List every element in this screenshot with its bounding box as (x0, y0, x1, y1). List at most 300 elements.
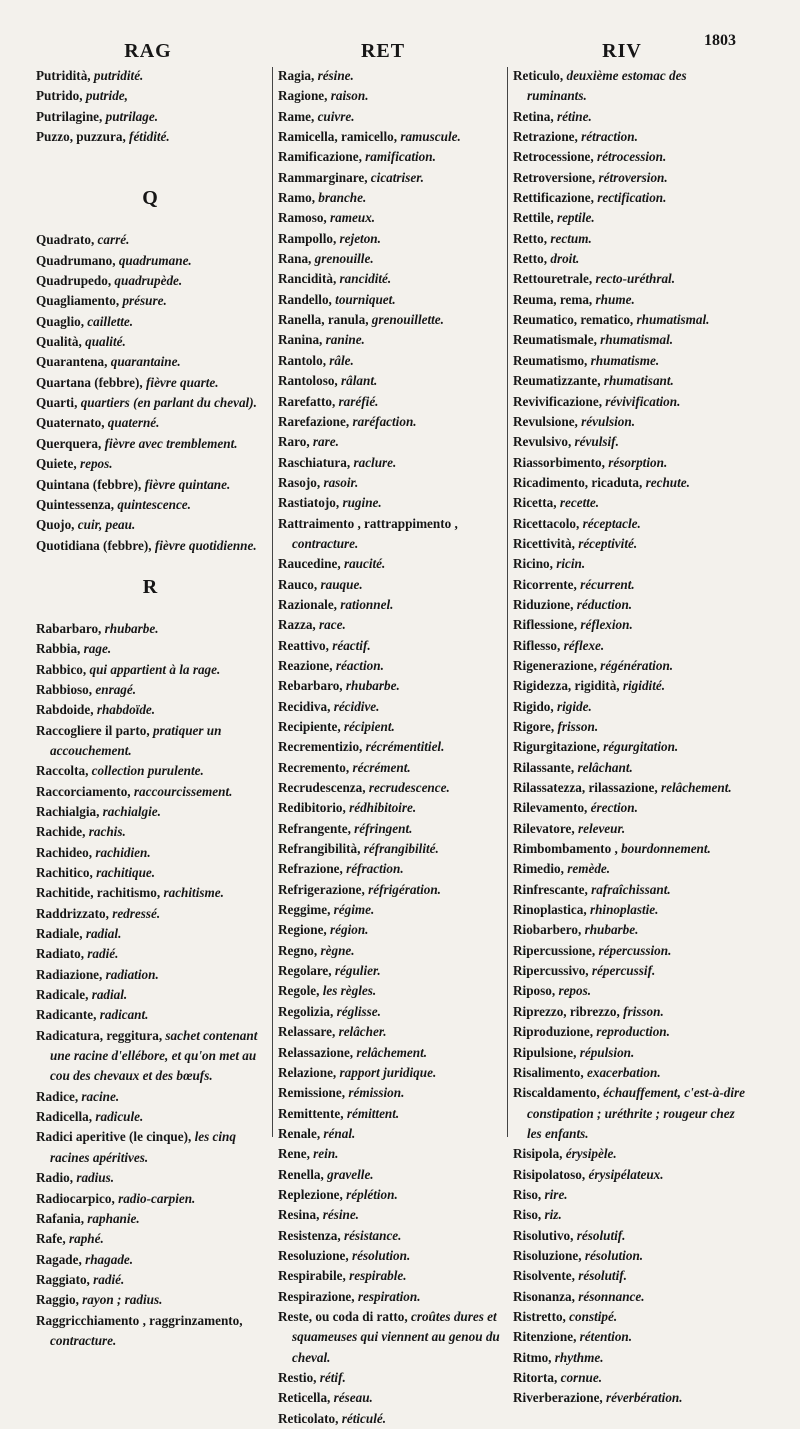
entry-term: Recrudescenza, (278, 780, 366, 796)
entry-term: Rancidità, (278, 271, 337, 287)
dictionary-entry (513, 819, 745, 839)
entry-translation: rétif. (319, 1370, 346, 1385)
dictionary-entry (513, 1083, 745, 1144)
entry-term: Rigenerazione, (513, 657, 597, 673)
entry-term: Ricettività, (513, 535, 575, 551)
entry-translation: tourniquet. (335, 291, 396, 307)
entry-translation: fièvre quarte. (146, 374, 219, 390)
dictionary-entry (513, 1063, 745, 1083)
entry-term: Reticulo, (513, 68, 564, 83)
dictionary-entry (278, 656, 500, 676)
entry-term: Riprezzo, ribrezzo, (513, 1003, 620, 1019)
entry-translation: érysipèle. (565, 1146, 617, 1162)
entry-translation: ricin. (556, 556, 586, 572)
dictionary-entry (278, 1185, 500, 1205)
dictionary-entry (36, 1127, 264, 1168)
dictionary-entry (278, 676, 500, 696)
dictionary-entry (513, 229, 745, 249)
dictionary-entry (513, 778, 745, 798)
entry-term: Retina, (513, 108, 554, 124)
entry-term: Riso, (513, 1186, 542, 1202)
entry-term: Rettile, (513, 210, 554, 226)
entry-translation: radié. (87, 946, 119, 962)
dictionary-entry (513, 66, 745, 107)
entry-term: Resina, (278, 1207, 320, 1223)
dictionary-entry (278, 1063, 500, 1083)
dictionary-entry (36, 782, 264, 802)
column-left (36, 66, 264, 1351)
entry-translation: rachis. (88, 824, 126, 840)
dictionary-entry (36, 291, 264, 311)
dictionary-entry (278, 615, 500, 635)
entry-term: Quintessenza, (36, 496, 115, 512)
entry-term: Rigore, (513, 719, 555, 734)
entry-translation: radié. (93, 1271, 125, 1287)
dictionary-entry (36, 251, 264, 271)
entry-term: Reumatico, rematico, (513, 312, 634, 328)
entry-term: Quarantena, (36, 354, 108, 370)
dictionary-entry (278, 269, 500, 289)
entry-term: Refrazione, (278, 861, 343, 877)
dictionary-entry (278, 880, 500, 900)
entry-term: Raggiato, (36, 1271, 90, 1287)
dictionary-entry (513, 798, 745, 818)
entry-term: Relassazione, (278, 1044, 354, 1060)
dictionary-entry (278, 290, 500, 310)
dictionary-entry (513, 269, 745, 289)
dictionary-entry (513, 900, 745, 920)
entry-term: Ritorta, (513, 1370, 558, 1385)
dictionary-entry (278, 1368, 500, 1388)
entry-translation: raccourcissement. (133, 783, 233, 799)
entry-translation: rasoir. (323, 474, 359, 490)
entry-translation: résine. (317, 68, 354, 83)
entry-term: Riverberazione, (513, 1390, 603, 1406)
entry-term: Radio, (36, 1170, 74, 1186)
entry-term: Retrazione, (513, 129, 578, 145)
entry-term: Putrilagine, (36, 108, 103, 124)
dictionary-entry (278, 554, 500, 574)
entry-translation: reproduction. (596, 1024, 670, 1040)
dictionary-entry (278, 229, 500, 249)
dictionary-entry (36, 639, 264, 659)
dictionary-entry (278, 941, 500, 961)
dictionary-entry (36, 127, 264, 147)
entry-term: Ragia, (278, 68, 315, 83)
entry-term: Raggio, (36, 1292, 79, 1308)
entry-term: Querquera, (36, 435, 102, 451)
entry-translation: rétroversion. (598, 169, 668, 185)
entry-translation: ranine. (325, 332, 365, 348)
entry-term: Putrido, (36, 88, 83, 104)
dictionary-entry (36, 904, 264, 924)
dictionary-entry (278, 86, 500, 106)
entry-translation: raucité. (343, 556, 386, 572)
entry-term: Revivificazione, (513, 393, 602, 409)
entry-translation: érysipélateux. (588, 1166, 664, 1182)
column-divider (272, 67, 273, 1137)
entry-term: Rigido, (513, 698, 554, 714)
entry-term: Resistenza, (278, 1227, 341, 1243)
dictionary-entry (513, 432, 745, 452)
entry-translation: riz. (544, 1207, 562, 1223)
dictionary-entry (278, 1226, 500, 1246)
dictionary-entry (278, 778, 500, 798)
entry-translation: rigidité. (622, 678, 666, 694)
entry-translation: exacerbation. (587, 1064, 661, 1080)
dictionary-entry (513, 920, 745, 940)
entry-term: Radiocarpico, (36, 1190, 115, 1206)
entry-translation: réceptivité. (578, 535, 638, 551)
entry-term: Ramicella, ramicello, (278, 129, 398, 145)
entry-translation: radio-carpien. (118, 1190, 196, 1206)
entry-term: Quartana (febbre), (36, 374, 143, 390)
entry-translation: ramuscule. (400, 129, 461, 145)
dictionary-entry (513, 961, 745, 981)
dictionary-entry (278, 66, 500, 86)
dictionary-entry (278, 1104, 500, 1124)
entry-term: Restio, (278, 1370, 317, 1385)
dictionary-entry (36, 700, 264, 720)
entry-translation: résistance. (343, 1227, 402, 1243)
entry-translation: fétidité. (129, 129, 170, 145)
entry-term: Razza, (278, 617, 316, 633)
entry-translation: râlant. (341, 373, 378, 389)
dictionary-entry (278, 310, 500, 330)
entry-term: Rabdoide, (36, 702, 94, 718)
dictionary-entry (36, 1250, 264, 1270)
entry-term: Rabbico, (36, 661, 87, 677)
entry-translation: fièvre avec tremblement. (104, 435, 238, 451)
entry-translation: quintescence. (117, 496, 191, 512)
dictionary-entry (513, 392, 745, 412)
section-letter: Q (142, 187, 158, 210)
entry-translation: constipé. (569, 1308, 618, 1324)
entry-term: Rasojo, (278, 474, 321, 490)
entry-term: Riflesso, (513, 637, 561, 653)
entry-term: Retrocessione, (513, 149, 594, 165)
dictionary-entry (36, 86, 264, 106)
entry-translation: réactif. (332, 637, 371, 653)
entry-term: Riproduzione, (513, 1024, 593, 1040)
entry-translation: érection. (590, 800, 638, 816)
dictionary-entry (513, 1165, 745, 1185)
entry-translation: cuivre. (317, 108, 355, 124)
entry-term: Rettificazione, (513, 190, 594, 206)
entry-term: Raddrizzato, (36, 905, 109, 921)
dictionary-entry (513, 514, 745, 534)
entry-translation: remède. (567, 861, 611, 877)
entry-term: Riscaldamento, (513, 1085, 600, 1101)
entry-translation: rein. (313, 1146, 339, 1162)
entry-term: Raggricchiamento , raggrinzamento, (36, 1312, 243, 1328)
dictionary-entry (513, 473, 745, 493)
dictionary-entry (36, 985, 264, 1005)
entry-translation: résorption. (608, 454, 668, 470)
dictionary-entry (513, 575, 745, 595)
entry-term: Redibitorio, (278, 800, 346, 816)
entry-translation: putridité. (93, 68, 144, 83)
entry-term: Radice, (36, 1088, 79, 1104)
entry-term: Riflessione, (513, 617, 578, 633)
left-guide-word: RAG (124, 40, 172, 62)
entry-translation: réseau. (333, 1390, 373, 1406)
entry-translation: rhubarbe. (104, 620, 159, 636)
entry-translation: radicant. (99, 1007, 149, 1023)
entry-term: Rarefazione, (278, 413, 350, 429)
entry-term: Remissione, (278, 1085, 346, 1101)
dictionary-entry (278, 107, 500, 127)
entry-translation: droit. (550, 251, 580, 267)
dictionary-entry (36, 393, 264, 413)
entry-translation: rachidien. (95, 844, 151, 860)
entry-translation: carré. (97, 232, 130, 248)
dictionary-entry (513, 310, 745, 330)
entry-term: Ramificazione, (278, 149, 362, 165)
dictionary-entry (36, 1168, 264, 1188)
dictionary-entry (36, 680, 264, 700)
entry-term: Riposo, (513, 983, 556, 999)
entry-translation: rédhibitoire. (349, 800, 417, 816)
entry-translation: cuir, peau. (77, 517, 136, 533)
entry-translation: récipient. (343, 719, 395, 734)
entry-translation: raréfaction. (352, 413, 417, 429)
entry-term: Rimbombamento , (513, 841, 618, 857)
dictionary-entry (36, 332, 264, 352)
entry-term: Ristretto, (513, 1308, 566, 1324)
dictionary-entry (513, 1002, 745, 1022)
entry-term: Rachideo, (36, 844, 93, 860)
entry-translation: rhumatisme. (590, 352, 660, 368)
entry-term: Reticolato, (278, 1410, 339, 1426)
entry-term: Risolutivo, (513, 1227, 574, 1243)
entry-term: Radici aperitive (le cinque), (36, 1129, 192, 1145)
entry-translation: rachialgie. (102, 803, 161, 819)
entry-translation: quaterné. (107, 415, 160, 431)
dictionary-entry (513, 249, 745, 269)
dictionary-entry (36, 495, 264, 515)
entry-translation: racine. (81, 1088, 120, 1104)
dictionary-entry (513, 697, 745, 717)
dictionary-entry (513, 1226, 745, 1246)
dictionary-entry (278, 208, 500, 228)
entry-translation: grenouillette. (371, 312, 444, 328)
entry-translation: sachet contenant une racine d'ellébore, et qu'on met au cou des chevaux et des bœufs. (50, 1027, 258, 1084)
dictionary-entry (513, 636, 745, 656)
middle-guide-word: RET (360, 40, 406, 62)
entry-translation: rancidité. (339, 271, 392, 287)
entry-translation: frisson. (623, 1003, 664, 1019)
dictionary-entry (278, 168, 500, 188)
entry-term: Rachide, (36, 824, 86, 840)
entry-term: Rilassante, (513, 759, 575, 775)
entry-translation: rhubarbe. (345, 678, 400, 694)
entry-translation: repos. (79, 456, 113, 472)
entry-term: Ramo, (278, 190, 315, 206)
entry-term: Razionale, (278, 596, 337, 612)
dictionary-entry (513, 453, 745, 473)
entry-term: Relassare, (278, 1024, 336, 1040)
entry-translation: résine. (322, 1207, 359, 1223)
entry-term: Ricetta, (513, 495, 557, 511)
entry-term: Rana, (278, 251, 312, 267)
entry-translation: rectification. (597, 190, 667, 206)
entry-translation: récidive. (333, 698, 380, 714)
entry-translation: récrément. (352, 759, 411, 775)
entry-translation: ramification. (365, 149, 436, 165)
entry-translation: réglisse. (336, 1003, 381, 1019)
entry-translation: réaction. (335, 657, 384, 673)
dictionary-entry (513, 1022, 745, 1042)
entry-term: Quintana (febbre), (36, 476, 142, 492)
entry-term: Rattraimento , rattrappimento , (278, 515, 458, 531)
dictionary-entry (36, 312, 264, 332)
dictionary-entry (278, 595, 500, 615)
dictionary-entry (278, 636, 500, 656)
entry-term: Reuma, rema, (513, 291, 593, 307)
dictionary-entry (36, 883, 264, 903)
entry-term: Radicatura, reggitura, (36, 1027, 163, 1043)
entry-term: Regione, (278, 922, 327, 938)
entry-translation: rugine. (342, 495, 382, 511)
dictionary-entry (278, 432, 500, 452)
entry-translation: caillette. (87, 313, 134, 329)
dictionary-entry (36, 1209, 264, 1229)
entry-translation: radicule. (95, 1109, 144, 1125)
dictionary-entry (36, 536, 264, 556)
dictionary-entry (513, 290, 745, 310)
entry-term: Ricorrente, (513, 576, 577, 592)
entry-translation: rhinoplastie. (589, 902, 659, 918)
entry-translation: résonnance. (578, 1288, 645, 1304)
dictionary-entry (278, 330, 500, 350)
entry-term: Quagliamento, (36, 293, 120, 309)
entry-translation: rhume. (595, 291, 635, 307)
entry-term: Ranina, (278, 332, 323, 348)
dictionary-entry (278, 859, 500, 879)
entry-translation: recette. (559, 495, 600, 511)
entry-translation: releveur. (577, 820, 626, 836)
dictionary-entry (513, 107, 745, 127)
entry-term: Respirazione, (278, 1288, 355, 1304)
dictionary-entry (278, 473, 500, 493)
dictionary-entry (278, 493, 500, 513)
entry-term: Reste, ou coda di ratto, (278, 1308, 408, 1324)
entry-translation: qualité. (85, 334, 126, 350)
column-right (513, 66, 745, 1409)
dictionary-entry (513, 1388, 745, 1408)
entry-term: Rampollo, (278, 230, 337, 246)
dictionary-entry (278, 1124, 500, 1144)
entry-translation: fièvre quotidienne. (154, 537, 257, 553)
dictionary-entry (278, 412, 500, 432)
dictionary-entry (36, 230, 264, 250)
dictionary-entry (513, 1246, 745, 1266)
dictionary-entry (36, 924, 264, 944)
entry-term: Ragione, (278, 88, 328, 104)
entry-translation: redressé. (112, 905, 161, 921)
dictionary-entry (36, 1270, 264, 1290)
page-number: 1803 (704, 32, 736, 49)
dictionary-entry (36, 721, 264, 762)
entry-term: Qualità, (36, 334, 82, 350)
entry-translation: relâcher. (338, 1024, 387, 1040)
entry-term: Risalimento, (513, 1064, 584, 1080)
entry-translation: rapport juridique. (339, 1064, 437, 1080)
entry-term: Raro, (278, 434, 310, 450)
entry-translation: reptile. (556, 210, 595, 226)
entry-term: Radicella, (36, 1109, 93, 1125)
entry-term: Rabarbaro, (36, 620, 102, 636)
dictionary-entry (278, 1266, 500, 1286)
dictionary-entry (278, 1246, 500, 1266)
entry-translation: cicatriser. (370, 169, 424, 185)
dictionary-entry (36, 373, 264, 393)
dictionary-entry (36, 66, 264, 86)
column-middle (278, 66, 500, 1429)
dictionary-entry (513, 1043, 745, 1063)
entry-translation: résolutif. (576, 1227, 626, 1243)
dictionary-entry (278, 1388, 500, 1408)
entry-translation: rétine. (556, 108, 592, 124)
entry-term: Refrangibilità, (278, 841, 361, 857)
entry-translation: réfrigération. (368, 881, 441, 897)
dictionary-entry (513, 717, 745, 737)
entry-translation: région. (330, 922, 369, 938)
entry-translation: réfrangibilité. (363, 841, 439, 857)
dictionary-entry (36, 434, 264, 454)
dictionary-entry (278, 961, 500, 981)
entry-translation: rhumatismal. (600, 332, 674, 348)
entry-term: Radicale, (36, 987, 89, 1003)
entry-translation: croûtes dures et squameuses qui viennent au genou du cheval. (292, 1308, 500, 1365)
entry-translation: pratiquer un accouchement. (50, 722, 222, 758)
dictionary-entry (513, 1348, 745, 1368)
entry-term: Riobarbero, (513, 922, 582, 938)
entry-translation: grenouille. (314, 251, 374, 267)
dictionary-entry (36, 352, 264, 372)
entry-term: Quadrato, (36, 232, 95, 248)
entry-term: Renale, (278, 1125, 321, 1141)
entry-term: Risoluzione, (513, 1247, 582, 1263)
dictionary-entry (513, 676, 745, 696)
dictionary-entry (278, 1307, 500, 1368)
entry-term: Rachialgia, (36, 803, 100, 819)
dictionary-entry (36, 475, 264, 495)
dictionary-entry (36, 107, 264, 127)
dictionary-entry (36, 413, 264, 433)
entry-translation: rénal. (323, 1125, 356, 1141)
entry-term: Revulsivo, (513, 434, 572, 450)
entry-term: Rafe, (36, 1231, 66, 1247)
entry-term: Randello, (278, 291, 332, 307)
entry-term: Reumatizzante, (513, 373, 601, 389)
entry-translation: bourdonnement. (621, 841, 711, 857)
dictionary-entry (513, 351, 745, 371)
entry-term: Rame, (278, 108, 315, 124)
entry-term: Relazione, (278, 1064, 337, 1080)
entry-translation: raphé. (68, 1231, 104, 1247)
entry-term: Riduzione, (513, 596, 574, 612)
dictionary-entry (278, 127, 500, 147)
dictionary-entry (278, 1409, 500, 1429)
entry-translation: régénération. (600, 657, 674, 673)
entry-translation: rechute. (645, 474, 690, 490)
section-gap (36, 210, 264, 230)
entry-term: Rafania, (36, 1210, 84, 1226)
dictionary-entry (513, 208, 745, 228)
dictionary-entry (513, 168, 745, 188)
